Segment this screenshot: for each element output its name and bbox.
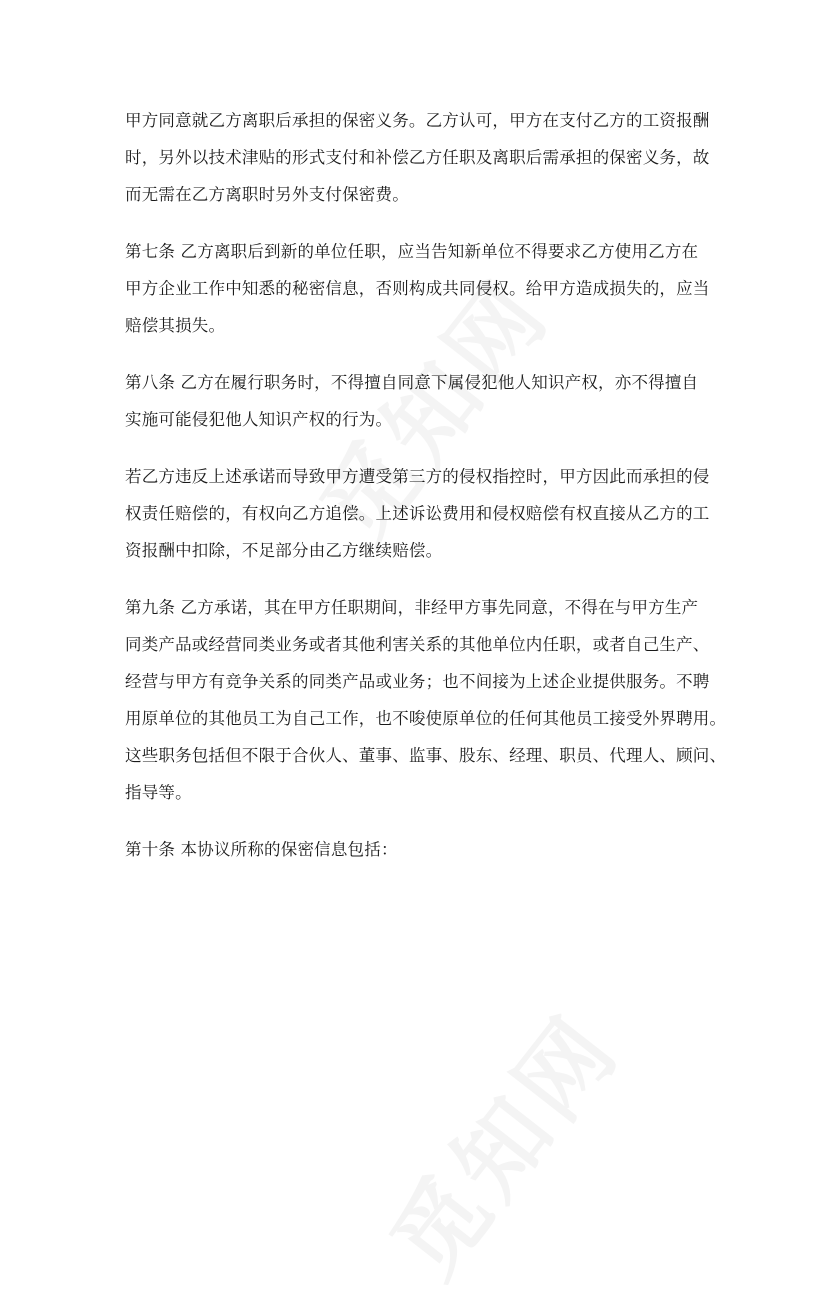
paragraph-article-9 [125, 589, 725, 811]
text-line: 资报酬中扣除，不足部分由乙方继续赔偿。 [125, 541, 443, 560]
text-line: 时，另外以技术津贴的形式支付和补偿乙方任职及离职后需承担的保密义务，故 [125, 148, 710, 167]
text-line: 若乙方违反上述承诺而导致甲方遭受第三方的侵权指控时，甲方因此而承担的侵 [125, 467, 710, 486]
text-line: 第七条 乙方离职后到新的单位任职，应当告知新单位不得要求乙方使用乙方在 [125, 242, 699, 261]
text-line: 这些职务包括但不限于合伙人、董事、监事、股东、经理、职员、代理人、顾问、 [125, 746, 727, 765]
text-line: 赔偿其损失。 [125, 316, 226, 335]
paragraph-infringement-liability [125, 458, 725, 569]
text-line: 甲方同意就乙方离职后承担的保密义务。乙方认可，甲方在支付乙方的工资报酬 [125, 111, 710, 130]
document-body [125, 102, 725, 888]
text-line: 第八条 乙方在履行职务时，不得擅自同意下属侵犯他人知识产权，亦不得擅自 [125, 373, 699, 392]
text-line: 用原单位的其他员工为自己工作，也不唆使原单位的任何其他员工接受外界聘用。 [125, 709, 727, 728]
text-line: 经营与甲方有竞争关系的同类产品或业务；也不间接为上述企业提供服务。不聘 [125, 672, 710, 691]
paragraph-article-7 [125, 233, 725, 344]
text-line: 第九条 乙方承诺，其在甲方任职期间，非经甲方事先同意，不得在与甲方生产 [125, 598, 699, 617]
paragraph-confidentiality-compensation [125, 102, 725, 213]
paragraph-article-10 [125, 831, 725, 868]
text-line: 甲方企业工作中知悉的秘密信息，否则构成共同侵权。给甲方造成损失的，应当 [125, 279, 710, 298]
text-line: 而无需在乙方离职时另外支付保密费。 [125, 185, 409, 204]
text-line: 第十条 本协议所称的保密信息包括： [125, 840, 398, 859]
text-line: 权责任赔偿的，有权向乙方追偿。上述诉讼费用和侵权赔偿有权直接从乙方的工 [125, 504, 710, 523]
watermark-logo [356, 982, 645, 1300]
text-line: 实施可能侵犯他人知识产权的行为。 [125, 410, 393, 429]
text-line: 指导等。 [125, 783, 192, 802]
paragraph-article-8 [125, 364, 725, 438]
text-line: 同类产品或经营同类业务或者其他利害关系的其他单位内任职，或者自己生产、 [125, 635, 710, 654]
